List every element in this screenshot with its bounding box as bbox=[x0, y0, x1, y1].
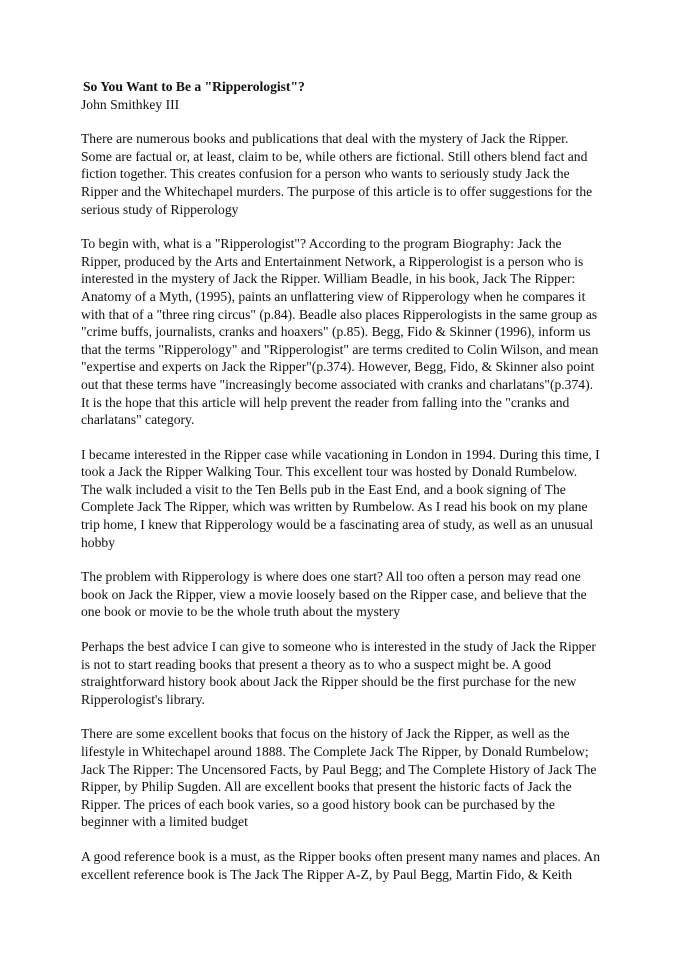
paragraph-reference-book: A good reference book is a must, as the Ripper books often present many names and places. An excellent reference book is The Jack The Ripper A-Z, by Paul Begg, Martin Fido, & Keith bbox=[81, 848, 601, 882]
paragraph-definition: To begin with, what is a "Ripperologist"? According to the program Biography: Jack the Ripper, produced by the Arts and Entertainment Network, a Ripperologist is a person who is interested in the mystery of Jack the Ripper. William Beadle, in his book, Jack The Ripper: Anatomy of a Myth, (1995), paints an unflattering view of Ripperology when he compares it with that of a "three ring circus" (p.84). Beadle also places Ripperologists in the same group as "crime buffs, journalists, cranks and hoaxers" (p.85). Begg, Fido & Skinner (1996), inform us that the terms "Ripperology" and "Ripperologist" are terms credited to Colin Wilson, and mean "expertise and experts on Jack the Ripper"(p.374). However, Begg, Fido, & Skinner also point out that these terms have "increasingly become associated with cranks and charlatans"(p.374). It is the hope that this article will help prevent the reader from falling into the "cranks and charlatans" category. bbox=[81, 236, 599, 428]
paragraph-advice: Perhaps the best advice I can give to someone who is interested in the study of Jack the Ripper is not to start reading books that present a theory as to who a suspect might be. A good straightforward history book about Jack the Ripper should be the first purchase for the new Ripperologist's library. bbox=[81, 639, 596, 707]
article-author: John Smithkey III bbox=[81, 96, 180, 112]
paragraph-intro: There are numerous books and publications that deal with the mystery of Jack the Ripper. Some are factual or, at least, claim to be, while others are fictional. Still others blend fact and fiction together. This creates confusion for a person who wants to seriously study Jack the Ripper and the Whitechapel murders. The purpose of this article is to offer suggestions for the serious study of Ripperology bbox=[81, 131, 593, 217]
paragraph-personal-interest: I became interested in the Ripper case while vacationing in London in 1994. During this time, I took a Jack the Ripper Walking Tour. This excellent tour was hosted by Donald Rumbelow. The walk included a visit to the Ten Bells pub in the East End, and a book signing of The Complete Jack The Ripper, which was written by Rumbelow. As I read his book on my plane trip home, I knew that Ripperology would be a fascinating area of study, as well as an unusual hobby bbox=[81, 446, 600, 550]
article-body bbox=[81, 78, 601, 883]
paragraph-history-books: There are some excellent books that focus on the history of Jack the Ripper, as well as the lifestyle in Whitechapel around 1888. The Complete Jack The Ripper, by Donald Rumbelow; Jack The Ripper: The Uncensored Facts, by Paul Begg; and The Complete History of Jack The Ripper, by Philip Sugden. All are excellent books that present the historic facts of Jack the Ripper. The prices of each book varies, so a good history book can be purchased by the beginner with a limited budget bbox=[81, 726, 597, 830]
article-title: So You Want to Be a "Ripperologist"? bbox=[83, 79, 305, 94]
paragraph-problem: The problem with Ripperology is where does one start? All too often a person may read one book on Jack the Ripper, view a movie loosely based on the Ripper case, and believe that the one book or movie to be the whole truth about the mystery bbox=[81, 569, 587, 620]
